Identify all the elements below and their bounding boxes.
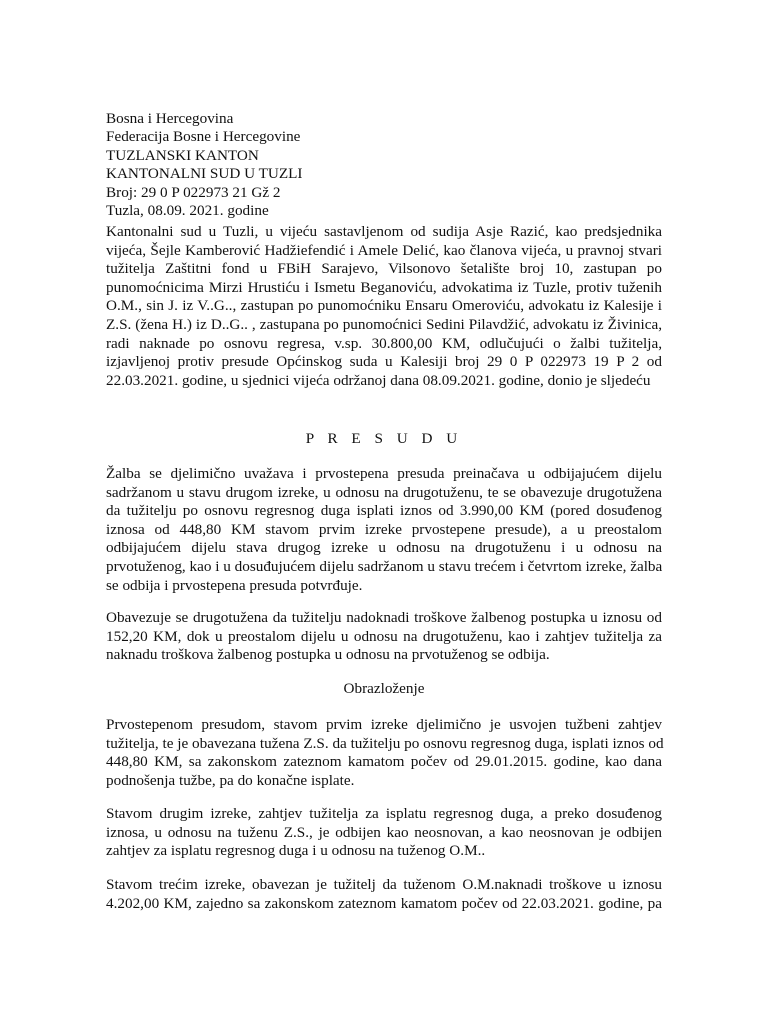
- text-line: iznosa od 448,80 KM stavom prvim izreke prvostepene presude), a u preostalom: [106, 520, 662, 538]
- text-line: Stavom trećim izreke, obavezan je tužitelj da tuženom O.M.naknadi troškove u iznosu: [106, 876, 662, 893]
- text-line: da tužitelju po osnovu regresnog duga isplati iznos od 3.990,00 KM (pored dosuđenog: [106, 502, 662, 520]
- header-country: Bosna i Hercegovina: [106, 110, 234, 127]
- header-place-date: Tuzla, 08.09. 2021. godine: [106, 202, 269, 220]
- text-line: se odbija i prvostepena presuda potvrđuje.: [106, 576, 363, 594]
- text-line: 152,20 KM, dok u preostalom dijelu u odnosu na drugotuženu, kao i zahtjev tužitelja za: [106, 627, 662, 645]
- text-line: 4.202,00 KM, zajedno sa zakonskom zateznom kamatom počev od 22.03.2021. godine, pa: [106, 894, 662, 912]
- text-line: vijeća, Šejle Kamberović Hadžiefendić i Amele Delić, kao članova vijeća, u pravnoj stvari: [106, 241, 662, 259]
- intro-paragraph: [106, 223, 662, 390]
- text-line: Žalba se djelimično uvažava i prvostepena presuda preinačava u odbijajućem dijelu: [106, 465, 662, 482]
- header-case-number: Broj: 29 0 P 022973 21 Gž 2: [106, 183, 281, 201]
- verdict-title: P R E S U D U: [305, 430, 463, 447]
- text-line: odbijajućem dijelu stava drugog izreke u odnosu na drugotuženu i u odnosu na: [106, 539, 662, 557]
- text-line: tužitelja, te je obavezana tužena Z.S. da tužitelju po osnovu regresnog duga, isplati iznos od: [106, 734, 664, 752]
- court-header: [106, 110, 506, 220]
- text-line: 22.03.2021. godine, u sjednici vijeća održanoj dana 08.09.2021. godine, donio je sljedeću: [106, 371, 651, 389]
- reasoning-paragraph-1: [106, 716, 662, 790]
- text-line: izjavljenoj protiv presude Općinskog suda u Kalesiji broj 29 0 P 022973 19 P 2 od: [106, 353, 662, 371]
- text-line: Z.S. (žena H.) iz D..G.. , zastupana po punomoćnici Sedini Pilavdžić, advokatu iz Živinica,: [106, 315, 662, 333]
- text-line: tužitelja Zaštitni fond u FBiH Sarajevo, Vilsonovo šetalište broj 10, zastupan po: [106, 260, 662, 278]
- text-line: Stavom drugim izreke, zahtjev tužitelja za isplatu regresnog duga, a preko dosuđenog: [106, 805, 662, 822]
- text-line: podnošenja tužbe, pa do konačne isplate.: [106, 771, 355, 789]
- text-line: radi naknade po osnovu regresa, v.sp. 30.800,00 KM, odlučujući o žalbi tužitelja,: [106, 334, 662, 352]
- text-line: sadržanom u stavu drugom izreke, u odnosu na drugotuženu, te se obavezuje drugotužena: [106, 483, 662, 501]
- reasoning-paragraph-2: [106, 805, 662, 861]
- text-line: prvotuženog, kao i u dosuđujućem dijelu sadržanom u stavu trećem i četvrtom izreke, žalba: [106, 557, 663, 575]
- text-line: Kantonalni sud u Tuzli, u vijeću sastavljenom od sudija Asje Razić, kao predsjednika: [106, 223, 662, 240]
- header-court: KANTONALNI SUD U TUZLI: [106, 165, 303, 183]
- header-canton: TUZLANSKI KANTON: [106, 146, 259, 164]
- text-line: naknadu troškova žalbenog postupka u odnosu na prvotuženog se odbija.: [106, 646, 550, 664]
- reasoning-paragraph-3: [106, 876, 662, 913]
- text-line: punomoćnicima Mirzi Hrustiću i Ismetu Beganoviću, advokatima iz Tuzle, protiv tuženih: [106, 278, 662, 296]
- text-line: O.M., sin J. iz V..G.., zastupan po punomoćniku Ensaru Omeroviću, advokatu iz Kalesije i: [106, 297, 662, 315]
- header-federation: Federacija Bosne i Hercegovine: [106, 128, 301, 146]
- text-line: iznosa, u odnosu na tuženu Z.S., je odbijen kao neosnovan, a kao neosnovan je odbijen: [106, 823, 662, 841]
- text-line: 448,80 KM, sa zakonskom zateznom kamatom počev od 29.01.2015. godine, kao dana: [106, 753, 662, 771]
- text-line: zahtjev za isplatu regresnog duga i u odnosu na tuženog O.M..: [106, 842, 486, 860]
- text-line: Prvostepenom presudom, stavom prvim izreke djelimično je usvojen tužbeni zahtjev: [106, 716, 662, 733]
- text-line: Obavezuje se drugotužena da tužitelju nadoknadi troškove žalbenog postupka u iznosu od: [106, 609, 662, 626]
- verdict-paragraph-1: [106, 465, 662, 595]
- reasoning-title: Obrazloženje: [343, 680, 425, 697]
- verdict-paragraph-2: [106, 609, 662, 665]
